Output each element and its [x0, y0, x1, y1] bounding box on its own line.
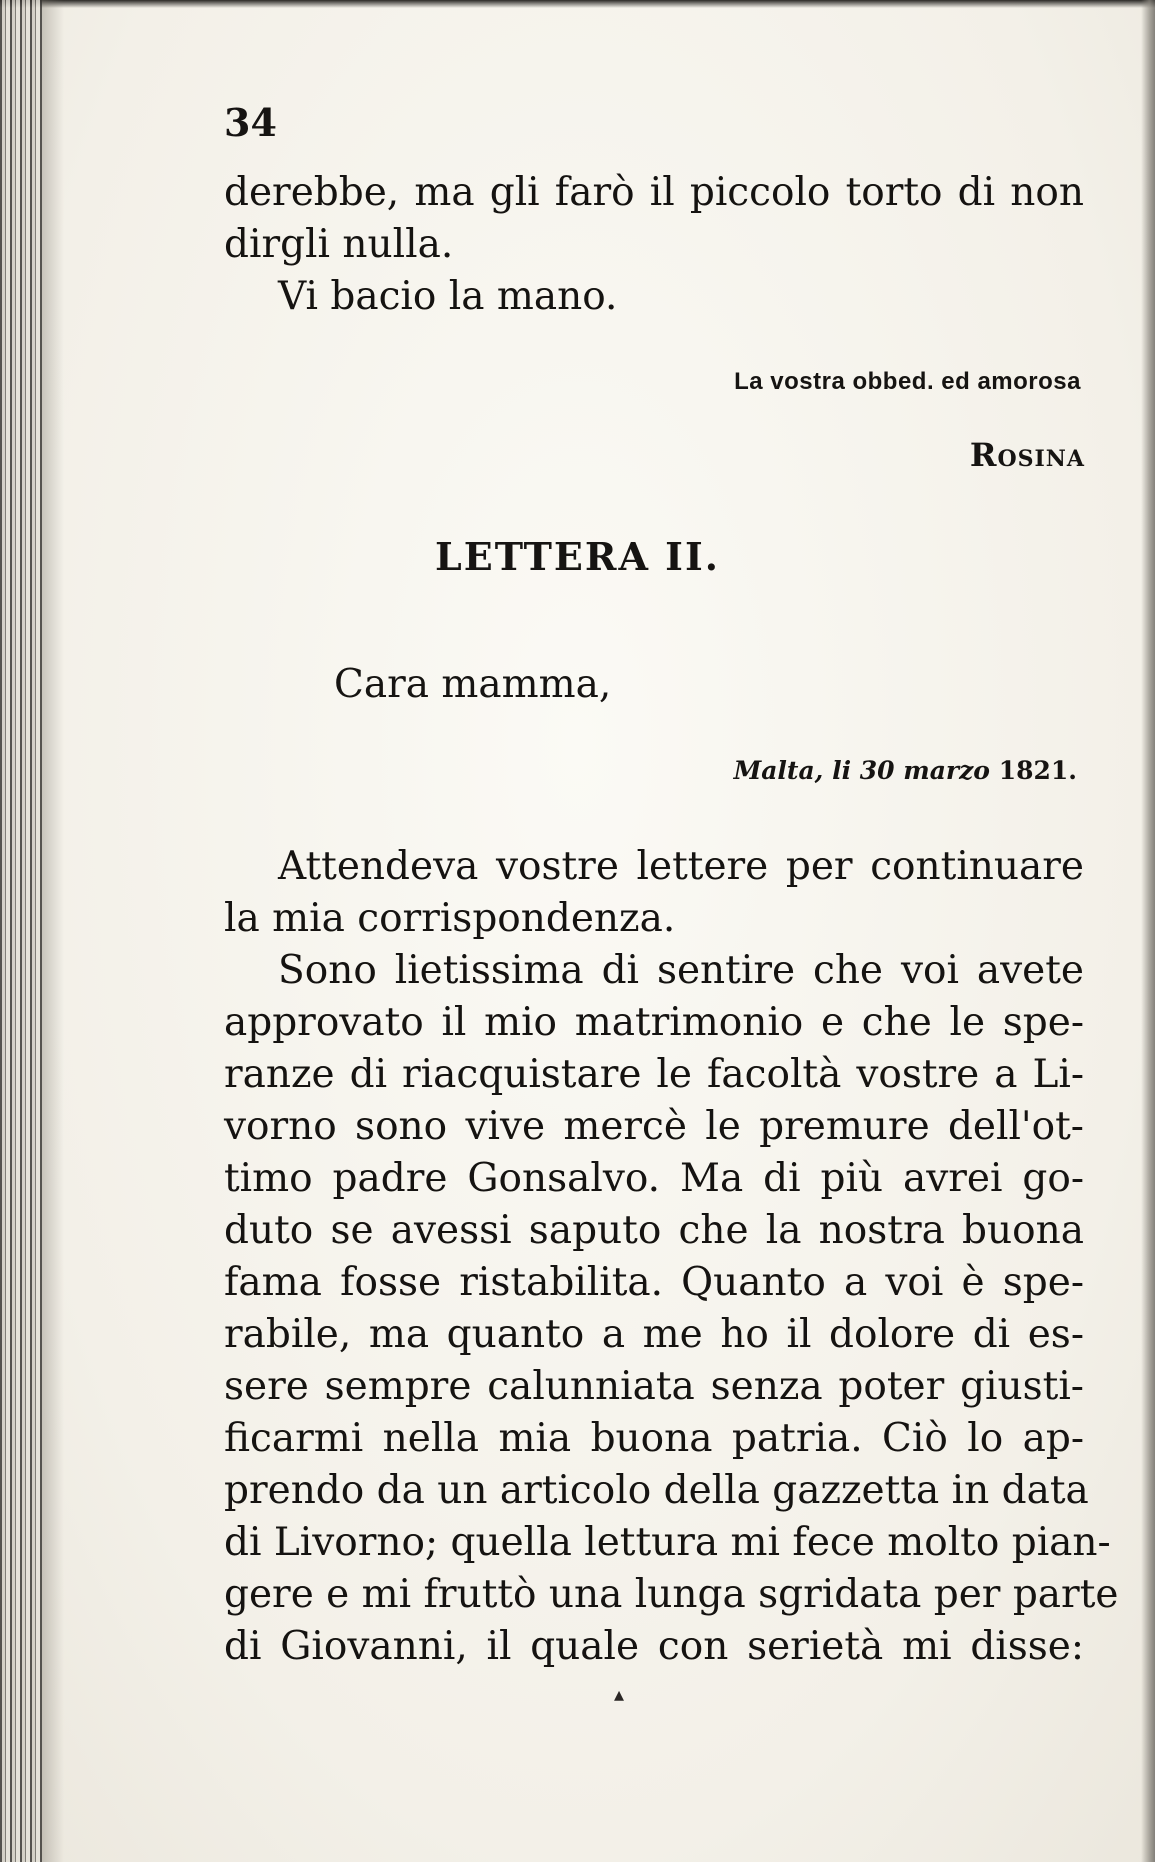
page-number: 34 — [224, 100, 277, 145]
body-line: vorno sono vive mercè le premure dell'ot- — [224, 1104, 1084, 1149]
body-line: rabile, ma quanto a me ho il dolore di es- — [224, 1312, 1084, 1357]
body-line: Attendeva vostre lettere per continuare — [278, 844, 1084, 889]
body-line: ficarmi nella mia buona patria. Ciò lo ap- — [224, 1416, 1084, 1461]
top-scan-edge — [0, 0, 1155, 8]
closing-line: Vi bacio la mano. — [278, 274, 618, 319]
footer-mark-icon: ▴ — [614, 1682, 625, 1706]
body-line: Sono lietissima di sentire che voi avete — [278, 948, 1084, 993]
body-line: timo padre Gonsalvo. Ma di più avrei go- — [224, 1156, 1084, 1201]
dateline-year: 1821. — [998, 756, 1077, 785]
body-line: duto se avessi saputo che la nostra buona — [224, 1208, 1084, 1253]
letter-dateline — [734, 756, 1077, 785]
body-line: di Livorno; quella lettura mi fece molto pian- — [224, 1520, 1111, 1565]
body-line: approvato il mio matrimonio e che le spe- — [224, 1000, 1084, 1045]
letter-signoff: La vostra obbed. ed amorosa — [734, 368, 1081, 395]
body-line: sere sempre calunniata senza poter giusti- — [224, 1364, 1084, 1409]
gutter-shadow — [42, 0, 64, 1862]
body-line: la mia corrispondenza. — [224, 896, 676, 941]
body-line: ranze di riacquistare le facoltà vostre a Li- — [224, 1052, 1084, 1097]
body-line: fama fosse ristabilita. Quanto a voi è spe- — [224, 1260, 1084, 1305]
opening-line: dirgli nulla. — [224, 222, 454, 267]
dateline-place: Malta, li 30 marzo — [733, 756, 990, 785]
body-line: di Giovanni, il quale con serietà mi disse: — [224, 1624, 1084, 1669]
body-line: prendo da un articolo della gazzetta in data — [224, 1468, 1089, 1513]
letter-signature: Rosina — [969, 436, 1085, 474]
body-line: gere e mi fruttò una lunga sgridata per parte — [224, 1572, 1119, 1617]
opening-line: derebbe, ma gli farò il piccolo torto di non — [224, 170, 1084, 215]
letter-salutation: Cara mamma, — [334, 662, 612, 707]
book-spine-edge — [0, 0, 42, 1862]
letter-heading: LETTERA II. — [435, 534, 720, 579]
right-scan-edge — [1141, 0, 1155, 1862]
